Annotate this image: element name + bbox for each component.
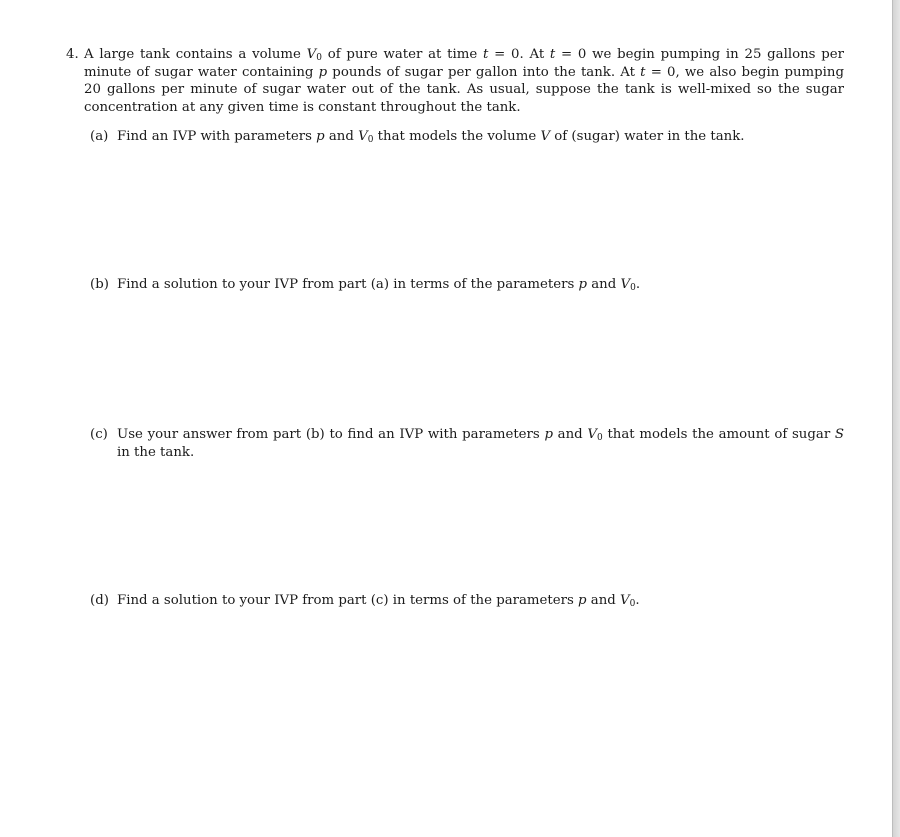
part-a-label: (a) xyxy=(90,129,109,144)
part-b-text: Find a solution to your IVP from part (a) in terms of the parameters p and $V_0$. xyxy=(117,277,641,293)
part-c-text: Use your answer from part (b) to find an IVP with parameters p and $V_0$ that models the amount of sugar S in the tank. xyxy=(117,427,844,460)
part-b-label: (b) xyxy=(90,277,109,292)
part-a xyxy=(90,128,844,146)
part-d-label: (d) xyxy=(90,593,109,608)
problem-4 xyxy=(66,46,844,116)
part-b xyxy=(90,276,844,294)
part-d-text: Find a solution to your IVP from part (c) in terms of the parameters p and $V_0$. xyxy=(117,593,640,609)
part-d xyxy=(90,592,844,610)
part-c xyxy=(90,426,844,461)
problem-number: 4. xyxy=(66,47,79,62)
problem-statement: A large tank contains a volume $V_0$ of pure water at time t = 0. At t = 0 we begin pumping in 25 gallons per minute of sugar water containing p pounds of sugar per gallon into the tank. At t = 0, we also begin pumping 20 gallons per minute of sugar water out of the tank. As usual, suppose the tank is well-mixed so the sugar concentration at any given time is constant throughout the tank. xyxy=(84,47,844,115)
part-c-label: (c) xyxy=(90,427,108,442)
page-edge-scrollbar xyxy=(892,0,900,837)
part-a-text: Find an IVP with parameters p and $V_0$ that models the volume V of (sugar) water in the tank. xyxy=(117,129,745,145)
